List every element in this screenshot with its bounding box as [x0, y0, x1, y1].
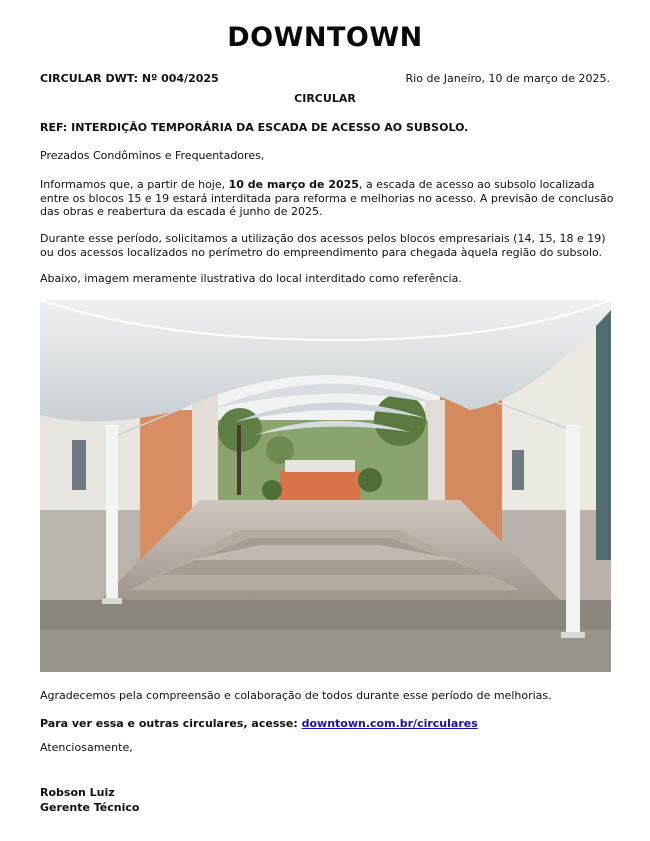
- paragraph-image-note: Abaixo, imagem meramente ilustrativa do local interditado como referência.: [40, 272, 462, 285]
- thanks-text: Agradecemos pela compreensão e colaboração de todos durante esse período de melhorias.: [40, 689, 552, 702]
- document-type: CIRCULAR: [294, 92, 356, 105]
- greeting: Prezados Condôminos e Frequentadores,: [40, 149, 265, 162]
- paragraph-announcement: [40, 178, 615, 219]
- signature-name: Robson Luiz: [40, 786, 115, 799]
- logo: DOWNTOWN: [227, 22, 423, 53]
- place-date: Rio de Janeiro, 10 de março de 2025.: [405, 72, 610, 85]
- closing: Atenciosamente,: [40, 741, 133, 754]
- header-row: [40, 72, 610, 86]
- reference-line: REF: INTERDIÇÃO TEMPORÁRIA DA ESCADA DE ACESSO AO SUBSOLO.: [40, 121, 469, 134]
- paragraph-announcement-date: 10 de março de 2025: [228, 178, 359, 191]
- circular-number: CIRCULAR DWT: Nº 004/2025: [40, 72, 219, 85]
- circulars-link[interactable]: downtown.com.br/circulares: [301, 717, 478, 730]
- paragraph-alternatives: Durante esse período, solicitamos a utilização dos acessos pelos blocos empresariais (14, 15, 18 e 19) ou dos acessos localizados no perímetro do empreendimento para chegada àquela região do subsolo.: [40, 232, 606, 259]
- circulars-link-line: [40, 717, 478, 730]
- signature-role: Gerente Técnico: [40, 801, 140, 814]
- circulars-link-label: Para ver essa e outras circulares, acesse:: [40, 717, 302, 730]
- illustrative-photo: [40, 300, 611, 672]
- paragraph-announcement-end: , a escada de acesso ao subsolo localizada entre os blocos 15 e 19 estará interditada para reforma e melhorias no acesso. A previsão de conclusão das obras e reabertura da escada é junho de 2025.: [40, 178, 614, 218]
- paragraph-announcement-start: Informamos que, a partir de hoje,: [40, 178, 229, 191]
